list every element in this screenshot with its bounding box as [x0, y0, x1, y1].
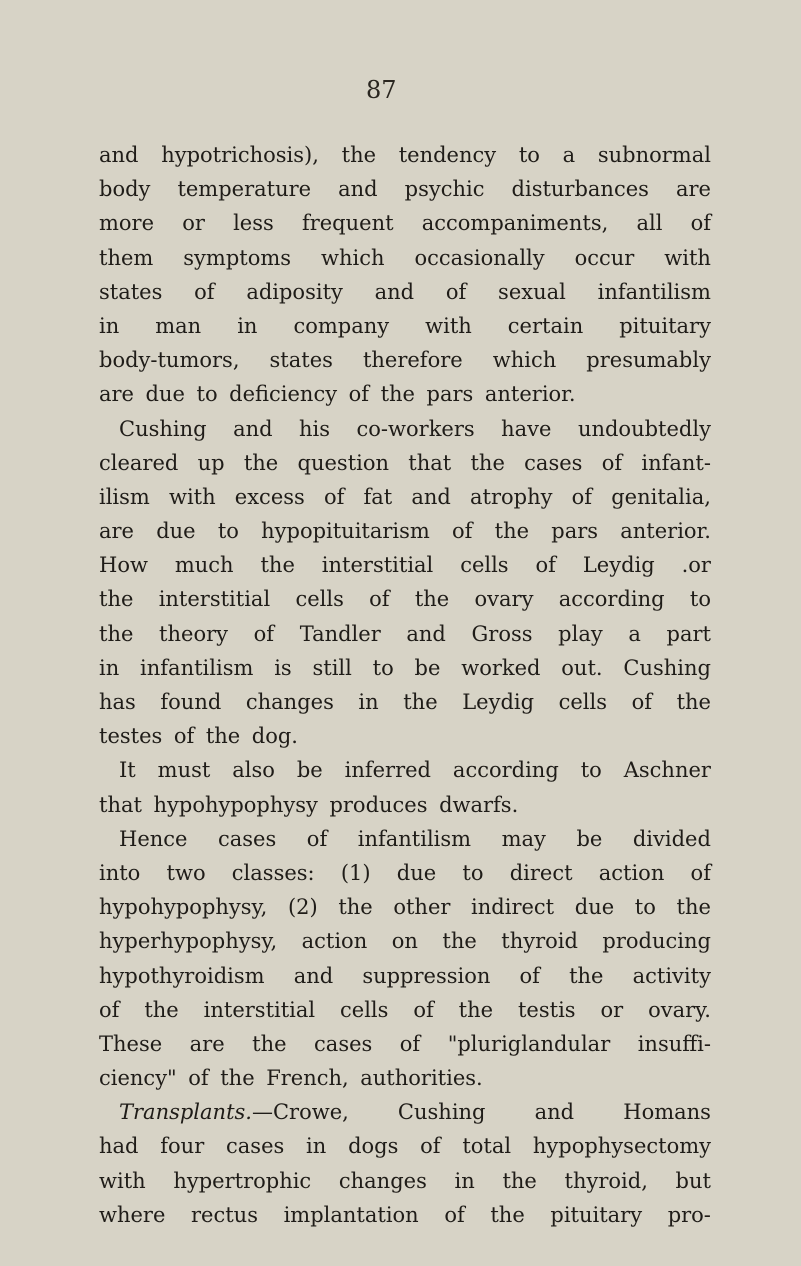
page-number: 87: [366, 76, 397, 104]
text-line: are due to hypopituitarism of the pars anterior.: [99, 519, 711, 544]
text-line: hyperhypophysy, action on the thyroid producing: [99, 929, 711, 954]
text-line: the theory of Tandler and Gross play a part: [99, 621, 711, 646]
text-line: with hypertrophic changes in the thyroid, but: [99, 1168, 711, 1193]
text-line: that hypohypophysy produces dwarfs.: [99, 792, 519, 817]
text-line: Cushing and his co-workers have undoubtedly: [119, 416, 711, 441]
text-line: more or less frequent accompaniments, all of: [99, 211, 711, 236]
text-line: and hypotrichosis), the tendency to a subnormal: [99, 143, 711, 167]
text-line: Hence cases of infantilism may be divided: [119, 826, 711, 851]
text-line: in infantilism is still to be worked out. Cushing: [99, 655, 711, 680]
text-line: Transplants.—Crowe, Cushing and Homans: [119, 1100, 711, 1125]
text-line: How much the interstitial cells of Leydig .or: [99, 553, 711, 578]
text-line: the interstitial cells of the ovary according to: [99, 587, 711, 612]
text-line: of the interstitial cells of the testis or ovary.: [99, 997, 711, 1022]
text-line: had four cases in dogs of total hypophysectomy: [99, 1134, 711, 1159]
text-line: ciency" of the French, authorities.: [99, 1066, 483, 1091]
text-line: It must also be inferred according to Aschner: [119, 758, 711, 783]
text-line: into two classes: (1) due to direct action of: [99, 860, 711, 885]
text-line: where rectus implantation of the pituitary pro-: [99, 1202, 711, 1227]
body-text: [99, 138, 711, 1232]
text-line: are due to deficiency of the pars anterior.: [99, 382, 576, 407]
text-line: cleared up the question that the cases of infant-: [99, 450, 711, 475]
text-line: hypothyroidism and suppression of the activity: [99, 963, 711, 988]
text-line: body temperature and psychic disturbances are: [99, 177, 711, 202]
text-line: states of adiposity and of sexual infantilism: [99, 279, 711, 304]
text-line: has found changes in the Leydig cells of the: [99, 690, 711, 714]
text-line: in man in company with certain pituitary: [99, 313, 711, 338]
text-line: ilism with excess of fat and atrophy of genitalia,: [99, 484, 711, 509]
text-line: them symptoms which occasionally occur with: [99, 245, 711, 270]
text-line: testes of the dog.: [99, 724, 298, 749]
text-line: These are the cases of "pluriglandular insuffi-: [99, 1031, 711, 1056]
text-line: hypohypophysy, (2) the other indirect due to the: [99, 895, 711, 920]
text-line: body-tumors, states therefore which presumably: [99, 348, 711, 373]
